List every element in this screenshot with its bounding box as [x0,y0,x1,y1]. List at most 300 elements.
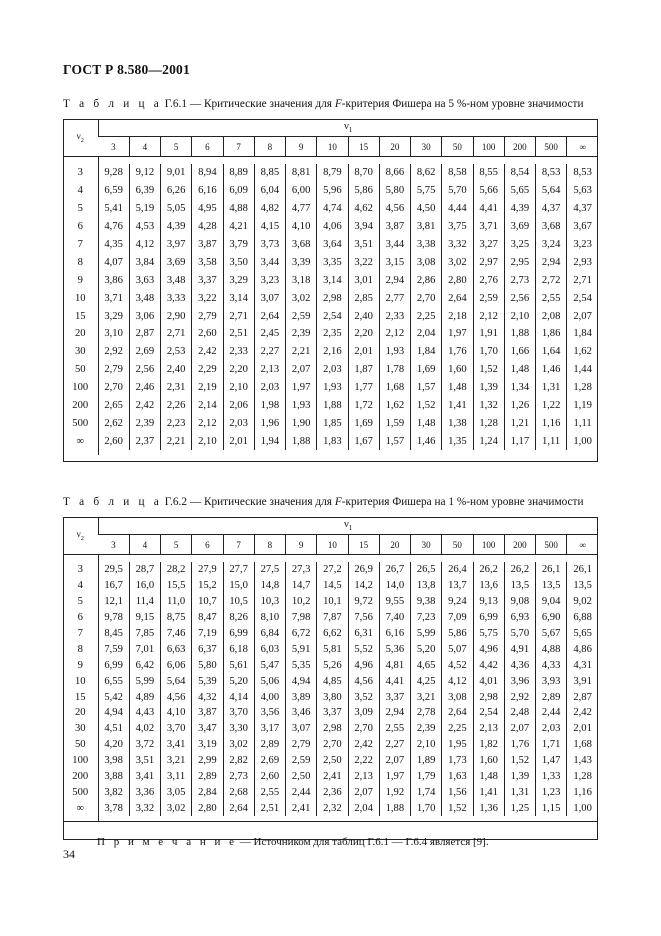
v2-row-label: 4 [77,185,83,197]
table-cell: 2,27 [254,343,285,361]
table-cell: 2,64 [254,307,285,325]
v1-column-header: 3 [98,137,129,157]
table-cell: 1,36 [473,800,504,816]
table-cell: 1,52 [442,800,473,816]
table-cell: 8,10 [254,610,285,626]
table-cell: 9,02 [567,594,598,610]
table-row [63,610,598,626]
table-cell: 3,33 [161,289,192,307]
table-cell: 2,39 [411,721,442,737]
table-cell: 2,07 [504,721,535,737]
table-cell: 13,7 [442,578,473,594]
table-cell: 13,5 [567,578,598,594]
table-cell: 3,87 [379,218,410,236]
v2-row-label: 500 [72,417,89,429]
table-cell: 4,88 [536,641,567,657]
table-cell: 4,41 [473,200,504,218]
table-cell: 3,35 [317,253,348,271]
table-cell: 1,11 [567,414,598,432]
table-cell: 7,01 [129,641,160,657]
table-cell: 2,69 [129,343,160,361]
table-cell: 5,35 [286,657,317,673]
table-cell: 3,14 [317,271,348,289]
table-cell: 1,35 [442,432,473,450]
table-cell: 1,69 [348,414,379,432]
table-cell: 2,70 [348,721,379,737]
table-cell: 2,92 [504,689,535,705]
table-cell: 3,97 [161,236,192,254]
table-cell: 1,11 [536,432,567,450]
v2-row-label: ∞ [76,435,85,447]
table-cell: 4,96 [348,657,379,673]
table-cell: 9,12 [129,164,160,182]
table-cell: 5,26 [317,657,348,673]
table-cell: 3,69 [161,253,192,271]
table-cell: 1,68 [379,379,410,397]
table-cell: 4,91 [504,641,535,657]
table-cell: 2,60 [98,432,129,450]
table-cell: 3,30 [223,721,254,737]
table-cell: 2,10 [411,737,442,753]
table-cell: 5,64 [161,673,192,689]
table-cell: 8,58 [442,164,473,182]
v2-row-label: 100 [72,382,89,394]
table-cell: 1,86 [536,325,567,343]
table-cell: 2,42 [348,737,379,753]
table-cell: 9,24 [442,594,473,610]
table-cell: 7,59 [98,641,129,657]
table-cell: 2,70 [411,289,442,307]
table-cell: 3,89 [286,689,317,705]
table-cell: 4,25 [411,673,442,689]
table-cell: 3,09 [348,705,379,721]
table-cell: 3,15 [379,253,410,271]
table-cell: 2,07 [348,784,379,800]
table-cell: 5,91 [286,641,317,657]
table-caption: Т а б л и ц а Г.6.2 — Критические значения для F-критерия Фишера на 1 %-ном уровне значимости [63,496,584,508]
table-cell: 27,9 [192,562,223,578]
table-cell: 2,08 [536,307,567,325]
table-cell: 10,5 [223,594,254,610]
table-cell: 26,1 [567,562,598,578]
table-cell: 1,74 [411,784,442,800]
table-cell: 3,27 [473,236,504,254]
table-cell: 2,72 [536,271,567,289]
table-cell: 5,61 [223,657,254,673]
table-cell: 2,42 [567,705,598,721]
table-row [63,164,598,182]
table-cell: 14,8 [254,578,285,594]
table-cell: 2,55 [379,721,410,737]
table-row [63,800,598,816]
table-cell: 3,29 [223,271,254,289]
table-cell: 2,90 [161,307,192,325]
table-cell: 1,28 [567,769,598,785]
table-cell: 8,53 [567,164,598,182]
table-cell: 3,70 [223,705,254,721]
table-cell: 2,80 [442,271,473,289]
table-cell: 1,28 [567,379,598,397]
table-cell: 5,65 [504,182,535,200]
table-cell: 9,38 [411,594,442,610]
table-row [63,721,598,737]
table-cell: 6,09 [223,182,254,200]
table-cell: 2,92 [98,343,129,361]
table-cell: 1,69 [411,361,442,379]
table-cell: 5,41 [98,200,129,218]
table-cell: 4,52 [442,657,473,673]
table-cell: 2,65 [98,397,129,415]
table-cell: 2,51 [223,325,254,343]
v2-row-label: 50 [74,364,86,376]
table-cell: 1,66 [504,343,535,361]
table-row [63,705,598,721]
table-cell: 2,51 [254,800,285,816]
table-cell: 27,2 [317,562,348,578]
table-cell: 2,44 [286,784,317,800]
table-cell: 2,53 [161,343,192,361]
table-cell: 4,14 [223,689,254,705]
table-cell: 2,71 [567,271,598,289]
table-cell: 26,2 [504,562,535,578]
table-cell: 6,26 [161,182,192,200]
table-cell: 8,94 [192,164,223,182]
v2-row-label: 5 [77,203,83,215]
table-cell: 3,70 [161,721,192,737]
table-cell: 2,12 [379,325,410,343]
table-cell: 3,94 [348,218,379,236]
table-cell: 3,51 [348,236,379,254]
table-cell: 3,68 [536,218,567,236]
table-cell: 2,85 [348,289,379,307]
table-cell: 6,39 [129,182,160,200]
table-cell: 3,96 [504,673,535,689]
table-cell: 7,09 [442,610,473,626]
table-cell: 26,9 [348,562,379,578]
v1-column-header: 100 [473,137,504,157]
v2-header: $\nu_2$ [63,119,98,157]
table-cell: 3,23 [254,271,285,289]
table-cell: 2,04 [411,325,442,343]
table-cell: 27,5 [254,562,285,578]
table-cell: 3,02 [442,253,473,271]
table-cell: 7,46 [161,626,192,642]
table-cell: 1,33 [536,769,567,785]
table-cell: 9,72 [348,594,379,610]
v2-row-label: 7 [77,628,83,639]
table-cell: 2,73 [504,271,535,289]
table-cell: 4,56 [348,673,379,689]
table-cell: 1,88 [379,800,410,816]
v2-row-label: 10 [74,675,86,687]
table-cell: 1,60 [442,361,473,379]
table-cell: 2,98 [317,721,348,737]
table-cell: 3,87 [192,705,223,721]
table-cell: 3,71 [98,289,129,307]
v1-column-header: 6 [192,137,223,157]
table-cell: 6,72 [286,626,317,642]
v1-column-header: 500 [536,137,567,157]
table-cell: 3,10 [98,325,129,343]
table-cell: 5,66 [473,182,504,200]
v1-column-header: 4 [129,535,160,555]
table-cell: 2,25 [442,721,473,737]
table-cell: 2,22 [348,753,379,769]
table-cell: 3,21 [411,689,442,705]
table-cell: 4,82 [254,200,285,218]
table-cell: 2,27 [379,737,410,753]
table-row [63,397,598,415]
table-cell: 1,92 [379,784,410,800]
table-cell: 1,43 [567,753,598,769]
v1-column-header: 30 [411,137,442,157]
v2-row-label: 6 [77,612,83,624]
table-cell: 5,06 [254,673,285,689]
table-cell: 7,40 [379,610,410,626]
v1-column-header: ∞ [567,137,598,157]
table-row [63,753,598,769]
table-cell: 3,07 [286,721,317,737]
table-cell: 6,99 [98,657,129,673]
table-cell: 6,42 [129,657,160,673]
table-cell: 6,00 [286,182,317,200]
table-cell: 6,59 [98,182,129,200]
table-cell: 7,19 [192,626,223,642]
table-row [63,594,598,610]
table-cell: 4,37 [567,200,598,218]
table-cell: 2,48 [504,705,535,721]
table-cell: 1,67 [348,432,379,450]
table-cell: 4,51 [98,721,129,737]
table-cell: 2,89 [536,689,567,705]
v1-column-header: 10 [317,535,348,555]
table-cell: 1,68 [567,737,598,753]
table-cell: 3,80 [317,689,348,705]
table-cell: 1,82 [473,737,504,753]
table-cell: 1,64 [536,343,567,361]
table-cell: 2,98 [317,289,348,307]
table-cell: 6,18 [223,641,254,657]
table-cell: 3,01 [348,271,379,289]
v1-column-header: 9 [286,137,317,157]
table-cell: 4,95 [192,200,223,218]
table-row [63,578,598,594]
table-cell: 3,98 [98,753,129,769]
table-cell: 1,57 [379,432,410,450]
table-cell: 1,48 [442,379,473,397]
table-cell: 3,14 [223,289,254,307]
table-cell: 3,02 [161,800,192,816]
table-cell: 2,71 [223,307,254,325]
v1-column-header: 20 [379,137,410,157]
table-cell: 27,3 [286,562,317,578]
table-cell: 2,23 [161,414,192,432]
table-cell: 2,13 [254,361,285,379]
table-cell: 1,72 [348,397,379,415]
table-cell: 1,31 [536,379,567,397]
v1-column-header: 500 [536,535,567,555]
table-cell: 1,78 [379,361,410,379]
table-cell: 4,74 [317,200,348,218]
table-cell: 8,54 [504,164,535,182]
table-cell: 2,44 [536,705,567,721]
table-cell: 2,14 [192,397,223,415]
v2-row-label: 9 [77,274,83,286]
v1-column-header: 30 [411,535,442,555]
table-cell: 8,75 [161,610,192,626]
table-cell: 1,93 [317,379,348,397]
table-cell: 1,60 [473,753,504,769]
table-cell: 1,31 [504,784,535,800]
table-cell: 3,58 [192,253,223,271]
table-cell: 16,0 [129,578,160,594]
table-cell: 2,79 [192,307,223,325]
table-cell: 1,24 [473,432,504,450]
table-cell: 3,29 [98,307,129,325]
table-cell: 1,88 [317,397,348,415]
table-cell: 1,48 [473,769,504,785]
table-row [63,361,598,379]
table-cell: 5,20 [411,641,442,657]
table-cell: 1,71 [536,737,567,753]
page-number: 34 [63,847,75,861]
table-cell: 8,66 [379,164,410,182]
table-cell: 4,32 [192,689,223,705]
table-cell: 2,56 [129,361,160,379]
table-cell: 3,06 [129,307,160,325]
table-cell: 9,01 [161,164,192,182]
table-cell: 3,23 [567,236,598,254]
table-cell: 1,89 [411,753,442,769]
table-cell: 2,70 [98,379,129,397]
table-cell: 11,4 [129,594,160,610]
table-cell: 5,39 [192,673,223,689]
table-cell: 10,7 [192,594,223,610]
table-cell: 3,18 [286,271,317,289]
table-cell: 3,64 [317,236,348,254]
table-cell: 4,06 [317,218,348,236]
document-code: ГОСТ Р 8.580—2001 [63,62,190,77]
table-cell: 3,36 [129,784,160,800]
table-cell: 10,1 [317,594,348,610]
table-cell: 26,4 [442,562,473,578]
table-row [63,562,598,578]
table-cell: 2,82 [223,753,254,769]
table-cell: 2,95 [504,253,535,271]
v2-row-label: 200 [72,771,89,783]
table-cell: 2,37 [129,432,160,450]
table-cell: 3,24 [536,236,567,254]
table-cell: 4,77 [286,200,317,218]
v1-header: $\nu_1$ [98,517,598,535]
table-cell: 1,00 [567,432,598,450]
table-cell: 1,87 [348,361,379,379]
table-cell: 2,42 [129,397,160,415]
v1-column-header: 10 [317,137,348,157]
v2-row-label: 5 [77,596,83,608]
table-row [63,626,598,642]
table-cell: 5,81 [317,641,348,657]
table-cell: 8,79 [317,164,348,182]
v2-row-label: 30 [74,723,86,735]
table-cell: 1,84 [411,343,442,361]
table-cell: 27,7 [223,562,254,578]
v1-column-header: 50 [442,535,473,555]
table-cell: 7,85 [129,626,160,642]
table-cell: 4,96 [473,641,504,657]
table-cell: 2,50 [317,753,348,769]
v2-row-label: 3 [77,564,83,576]
table-cell: 6,03 [254,641,285,657]
table-cell: 3,75 [442,218,473,236]
table-cell: 3,21 [161,753,192,769]
table-cell: 3,17 [254,721,285,737]
table-cell: 1,23 [536,784,567,800]
table-cell: 1,41 [442,397,473,415]
table-cell: 1,44 [567,361,598,379]
table-cell: 1,88 [286,432,317,450]
table-cell: 4,65 [411,657,442,673]
table-cell: 1,77 [348,379,379,397]
table-cell: 1,56 [442,784,473,800]
table-cell: 2,33 [223,343,254,361]
table-cell: 28,7 [129,562,160,578]
table-cell: 1,25 [504,800,535,816]
table-cell: 5,47 [254,657,285,673]
v2-row-label: 3 [77,167,83,179]
table-cell: 1,16 [536,414,567,432]
table-cell: 4,86 [567,641,598,657]
table-cell: 3,44 [379,236,410,254]
v2-row-label: 7 [77,239,83,250]
table-cell: 2,29 [192,361,223,379]
v2-row-label: 10 [74,292,86,304]
v2-row-label: 15 [74,691,86,703]
table-cell: 3,91 [567,673,598,689]
table-cell: 1,84 [567,325,598,343]
table-cell: 4,94 [286,673,317,689]
table-cell: 2,94 [379,705,410,721]
table-cell: 4,21 [223,218,254,236]
table-cell: 13,6 [473,578,504,594]
v1-column-header: 200 [504,137,535,157]
table-cell: 1,94 [254,432,285,450]
table-cell: 1,90 [286,414,317,432]
table-cell: 2,40 [161,361,192,379]
table-cell: 2,94 [536,253,567,271]
table-cell: 3,56 [254,705,285,721]
table-cell: 12,1 [98,594,129,610]
table-cell: 1,46 [536,361,567,379]
table-cell: 2,79 [286,737,317,753]
table-cell: 2,42 [192,343,223,361]
table-cell: 4,01 [473,673,504,689]
table-cell: 1,91 [473,325,504,343]
table-cell: 1,46 [411,432,442,450]
table-cell: 2,16 [317,343,348,361]
table-cell: 2,99 [192,753,223,769]
table-cell: 6,31 [348,626,379,642]
table-cell: 2,55 [536,289,567,307]
table-row [63,325,598,343]
table-row [63,657,598,673]
table-cell: 8,26 [223,610,254,626]
table-cell: 2,64 [223,800,254,816]
table-cell: 3,08 [442,689,473,705]
table-cell: 1,52 [411,397,442,415]
table-cell: 1,47 [536,753,567,769]
table-cell: 4,36 [504,657,535,673]
